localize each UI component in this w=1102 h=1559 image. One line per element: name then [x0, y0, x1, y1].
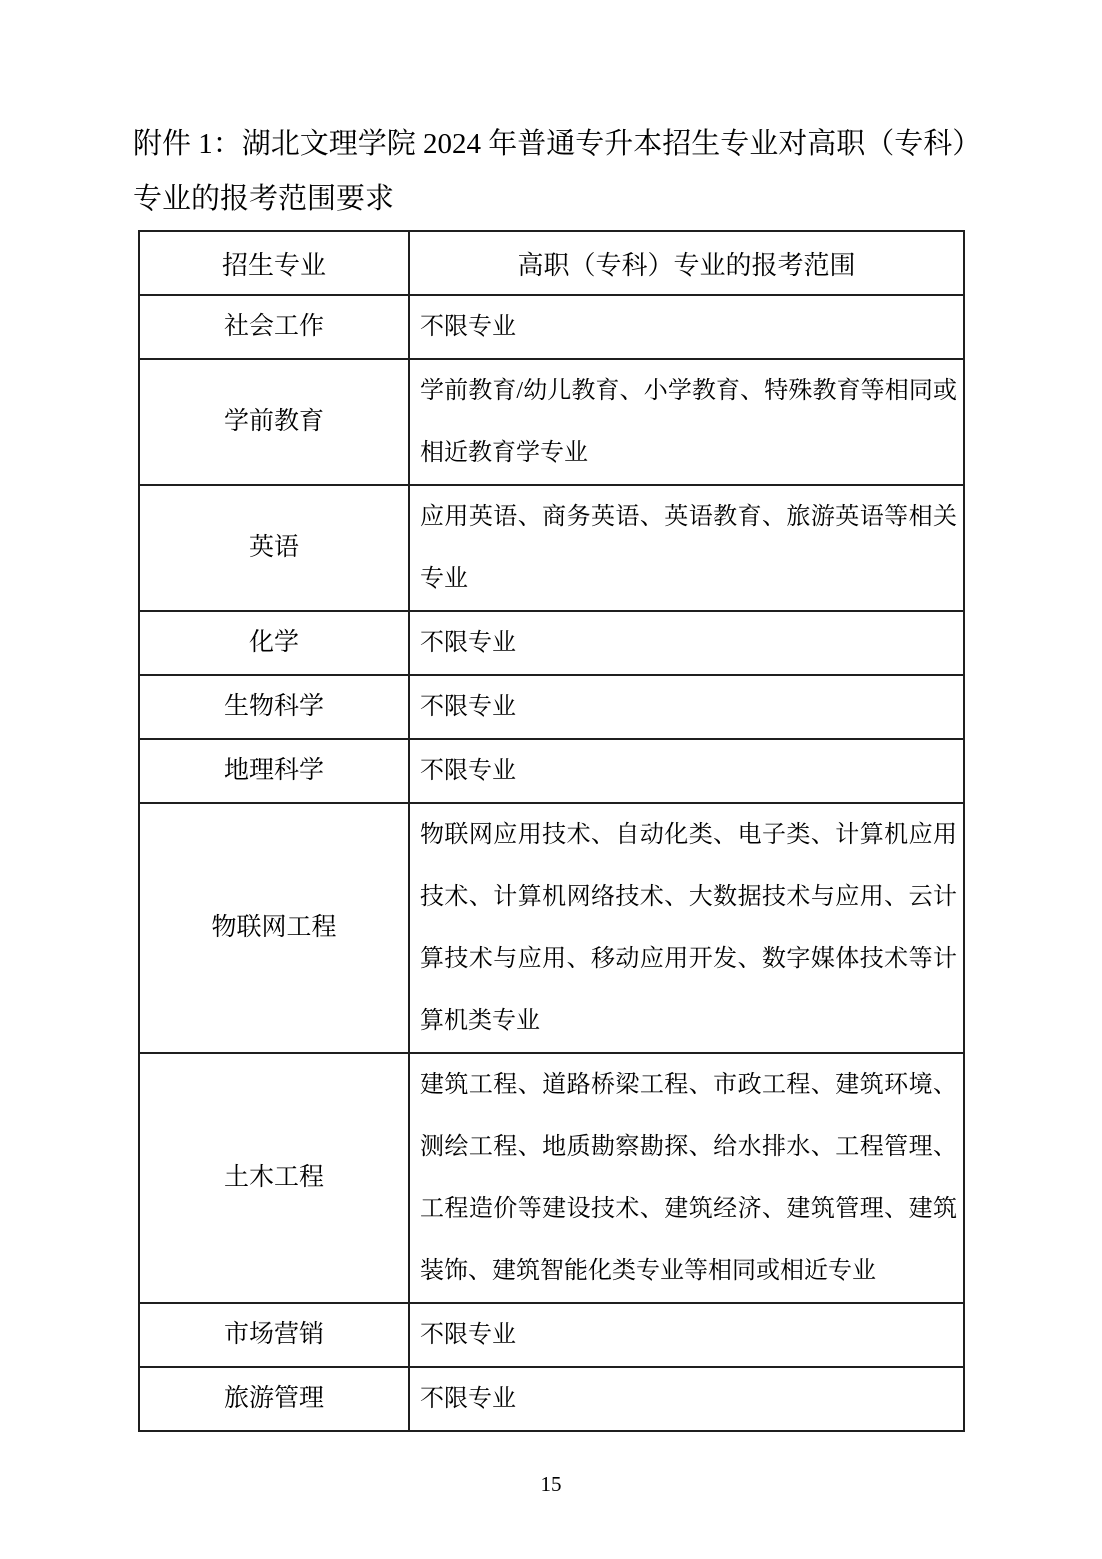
table-body: [139, 295, 964, 1431]
table-row: [139, 1367, 964, 1431]
scope-cell: 不限专业: [409, 675, 964, 739]
admission-major-cell: 学前教育: [139, 359, 409, 485]
table-header-row: [139, 231, 964, 295]
admission-major-cell: 社会工作: [139, 295, 409, 359]
admission-major-cell: 英语: [139, 485, 409, 611]
attachment-title: [133, 117, 993, 227]
admission-major-cell: 生物科学: [139, 675, 409, 739]
majors-table: [138, 230, 965, 1432]
scope-cell: 物联网应用技术、自动化类、电子类、计算机应用技术、计算机网络技术、大数据技术与应用、云计算技术与应用、移动应用开发、数字媒体技术等计算机类专业: [409, 803, 964, 1053]
attachment-title-line-1: 附件 1：湖北文理学院 2024 年普通专升本招生专业对高职（专科）: [133, 128, 982, 160]
admission-major-cell: 化学: [139, 611, 409, 675]
scope-cell: 不限专业: [409, 611, 964, 675]
table-row: [139, 1303, 964, 1367]
scope-cell: 不限专业: [409, 295, 964, 359]
scope-cell: 建筑工程、道路桥梁工程、市政工程、建筑环境、测绘工程、地质勘察勘探、给水排水、工程管理、工程造价等建设技术、建筑经济、建筑管理、建筑装饰、建筑智能化类专业等相同或相近专业: [409, 1053, 964, 1303]
admission-major-cell: 市场营销: [139, 1303, 409, 1367]
scope-cell: 学前教育/幼儿教育、小学教育、特殊教育等相同或相近教育学专业: [409, 359, 964, 485]
scope-cell: 应用英语、商务英语、英语教育、旅游英语等相关专业: [409, 485, 964, 611]
table-row: [139, 803, 964, 1053]
col-header-admission-major: 招生专业: [139, 231, 409, 295]
admission-major-cell: 土木工程: [139, 1053, 409, 1303]
admission-major-cell: 旅游管理: [139, 1367, 409, 1431]
admission-major-cell: 地理科学: [139, 739, 409, 803]
table-row: [139, 295, 964, 359]
admission-major-cell: 物联网工程: [139, 803, 409, 1053]
scope-cell: 不限专业: [409, 1303, 964, 1367]
attachment-title-line-2: 专业的报考范围要求: [133, 183, 395, 215]
table-row: [139, 359, 964, 485]
page-number: 15: [540, 1472, 562, 1496]
table-row: [139, 611, 964, 675]
table-row: [139, 675, 964, 739]
table-row: [139, 485, 964, 611]
table-row: [139, 1053, 964, 1303]
col-header-scope: 高职（专科）专业的报考范围: [409, 231, 964, 295]
scope-cell: 不限专业: [409, 739, 964, 803]
scope-cell: 不限专业: [409, 1367, 964, 1431]
table-row: [139, 739, 964, 803]
